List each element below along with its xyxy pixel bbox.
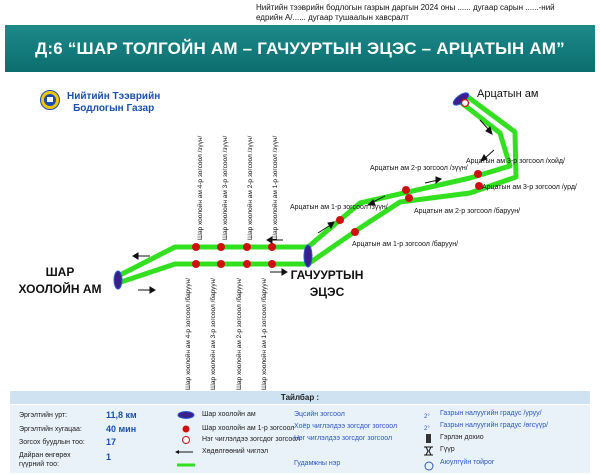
stop-artsat-1-baruun-label: Арцатын ам 1-р зогсоол /баруун/ bbox=[352, 241, 459, 248]
legend-length-value: 11,8 км bbox=[106, 410, 137, 420]
legend-traffic-light-icon bbox=[426, 434, 431, 443]
legend-stop-label: Шар хоолойн ам 1-р зогсоол bbox=[202, 425, 295, 432]
terminal-shar-hooloi bbox=[114, 271, 122, 289]
stop-artsat-3-khoid bbox=[474, 170, 482, 178]
org-name-line-1: Нийтийн Тээврийн bbox=[67, 91, 161, 102]
legend-duration-value: 40 мин bbox=[106, 424, 137, 434]
legend-one-way-icon bbox=[183, 437, 190, 444]
stop-artsat-3-khoid-label: Арцатын ам 3-р зогсоол /хойд/ bbox=[466, 158, 565, 165]
legend-repeat-label: Дайран өнгөрөх гүүрний тоо: bbox=[19, 452, 71, 468]
stop-lower-4-label: Шар хоолойн ам 4-р зогсоол /баруун/ bbox=[185, 278, 192, 390]
notice-line-1: Нийтийн тээврийн бодлогын газрын даргын 2024 оны ...... дугаар сарын ......-ний bbox=[256, 3, 555, 12]
legend-stop-icon bbox=[183, 426, 190, 433]
route-line bbox=[118, 97, 516, 283]
stop-upper-2 bbox=[243, 243, 251, 251]
legend-roundabout-icon bbox=[425, 462, 433, 470]
legend-stops-value: 17 bbox=[106, 437, 117, 447]
legend-panel bbox=[10, 405, 590, 473]
stop-upper-3-label: Шар хоолойн ам 3-р зогсоол /зүүн/ bbox=[222, 135, 229, 240]
stop-lower-4 bbox=[192, 260, 200, 268]
legend-terminal-icon bbox=[178, 412, 194, 419]
terminal-east-label: Арцатын ам bbox=[477, 88, 539, 100]
stop-upper-4-label: Шар хоолойн ам 4-р зогсоол /зүүн/ bbox=[197, 135, 204, 240]
stop-lower-2 bbox=[243, 260, 251, 268]
stop-artsat-3-urd-label: Арцатын ам 3-р зогсоол /урд/ bbox=[482, 184, 577, 191]
stop-artsat-1-zuun-label: Арцатын ам 1-р зогсоол /зүүн/ bbox=[290, 204, 388, 211]
legend-repeat-value: 1 bbox=[106, 452, 112, 462]
terminal-west-label-2: ХООЛОЙН АМ bbox=[18, 282, 102, 296]
legend-stops-label: Зогсох буудлын тоо: bbox=[19, 439, 85, 446]
legend-slope-down: Газрын налуугийн градус /уруу/ bbox=[440, 410, 542, 417]
org-name-line-2: Бодлогын Газар bbox=[73, 103, 155, 114]
stop-lower-3-label: Шар хоолойн ам 3-р зогсоол /баруун/ bbox=[210, 278, 217, 390]
terminal-west-label-1: ШАР bbox=[45, 265, 75, 279]
terminal-middle-label-1: ГАЧУУРТЫН bbox=[290, 268, 364, 282]
stop-lower-3 bbox=[217, 260, 225, 268]
legend-terminal-stop: Эцсийн зогсоол bbox=[294, 411, 345, 418]
stop-lower-1-label: Шар хоолойн ам 1-р зогсоол /баруун/ bbox=[261, 278, 268, 390]
legend-slope-up: Газрын налуугийн градус /өгсүүр/ bbox=[440, 422, 549, 429]
legend-symbols bbox=[175, 409, 197, 473]
one-way-stop-marker bbox=[462, 100, 469, 107]
legend-terminal-label: Шар хоолойн ам bbox=[202, 411, 256, 418]
stop-artsat-2-baruun-label: Арцатын ам 2-р зогсоол /баруун/ bbox=[414, 208, 521, 215]
stop-artsat-2-zuun bbox=[402, 186, 410, 194]
stop-upper-3 bbox=[217, 243, 225, 251]
stop-lower-2-label: Шар хоолойн ам 2-р зогсоол /баруун/ bbox=[236, 278, 243, 390]
stop-artsat-2-zuun-label: Арцатын ам 2-р зогсоол /зүүн/ bbox=[370, 165, 468, 172]
legend-roundabout: Аюулгүйн тойрог bbox=[440, 459, 495, 466]
route-lower-branch bbox=[118, 97, 516, 283]
legend-title: Тайлбар : bbox=[10, 391, 590, 404]
legend-slope-down-icon: 2° bbox=[424, 414, 430, 420]
legend-length-label: Эргэлтийн урт: bbox=[19, 412, 68, 419]
stop-upper-4 bbox=[192, 243, 200, 251]
legend-duration-label: Эргэлтийн хугацаа: bbox=[19, 426, 82, 433]
stop-upper-2-label: Шар хоолойн ам 2-р зогсоол /зүүн/ bbox=[247, 135, 254, 240]
legend-traffic-light: Гэрлэн дохио bbox=[440, 434, 484, 441]
legend-one-way-stop: Нэг чиглэлдээ зогсдог зогсоол bbox=[294, 435, 393, 442]
route-upper-branch bbox=[118, 100, 510, 276]
legend-bridge: Гүүр bbox=[440, 446, 455, 453]
route-title: Д:6 “ШАР ТОЛГОЙН АМ – ГАЧУУРТЫН ЭЦЭС – АРЦАТЫН АМ” bbox=[35, 38, 565, 58]
terminal-gachuurt bbox=[304, 245, 312, 267]
notice-line-2: едрийн А/...... дугаар тушаалын хавсралт bbox=[256, 13, 409, 22]
legend-slope-up-icon: 2° bbox=[424, 426, 430, 432]
stop-artsat-1-zuun bbox=[336, 216, 344, 224]
stop-artsat-2-baruun bbox=[405, 194, 413, 202]
legend-icons-right bbox=[422, 409, 436, 473]
legend-planned-stop-label: Нэг чиглэлдээ зогсдог зогсоол bbox=[202, 436, 301, 443]
legend-two-way-stop: Хоёр чиглэлдээ зогсдог зогсоол bbox=[294, 423, 398, 430]
terminal-middle-label-2: ЭЦЭС bbox=[309, 285, 345, 299]
stop-lower-1 bbox=[268, 260, 276, 268]
legend-movement-label: Хөдөлгөөний чиглэл bbox=[202, 448, 269, 455]
legend-street-name: Гудамжны нэр bbox=[294, 460, 341, 467]
stop-upper-1-label: Шар хоолойн ам 1-р зогсоол /зүүн/ bbox=[272, 135, 279, 240]
stop-upper-1 bbox=[268, 243, 276, 251]
legend-arrow-icon bbox=[175, 450, 179, 454]
legend-bridge-icon bbox=[424, 447, 433, 455]
stop-artsat-1-baruun bbox=[351, 228, 359, 236]
